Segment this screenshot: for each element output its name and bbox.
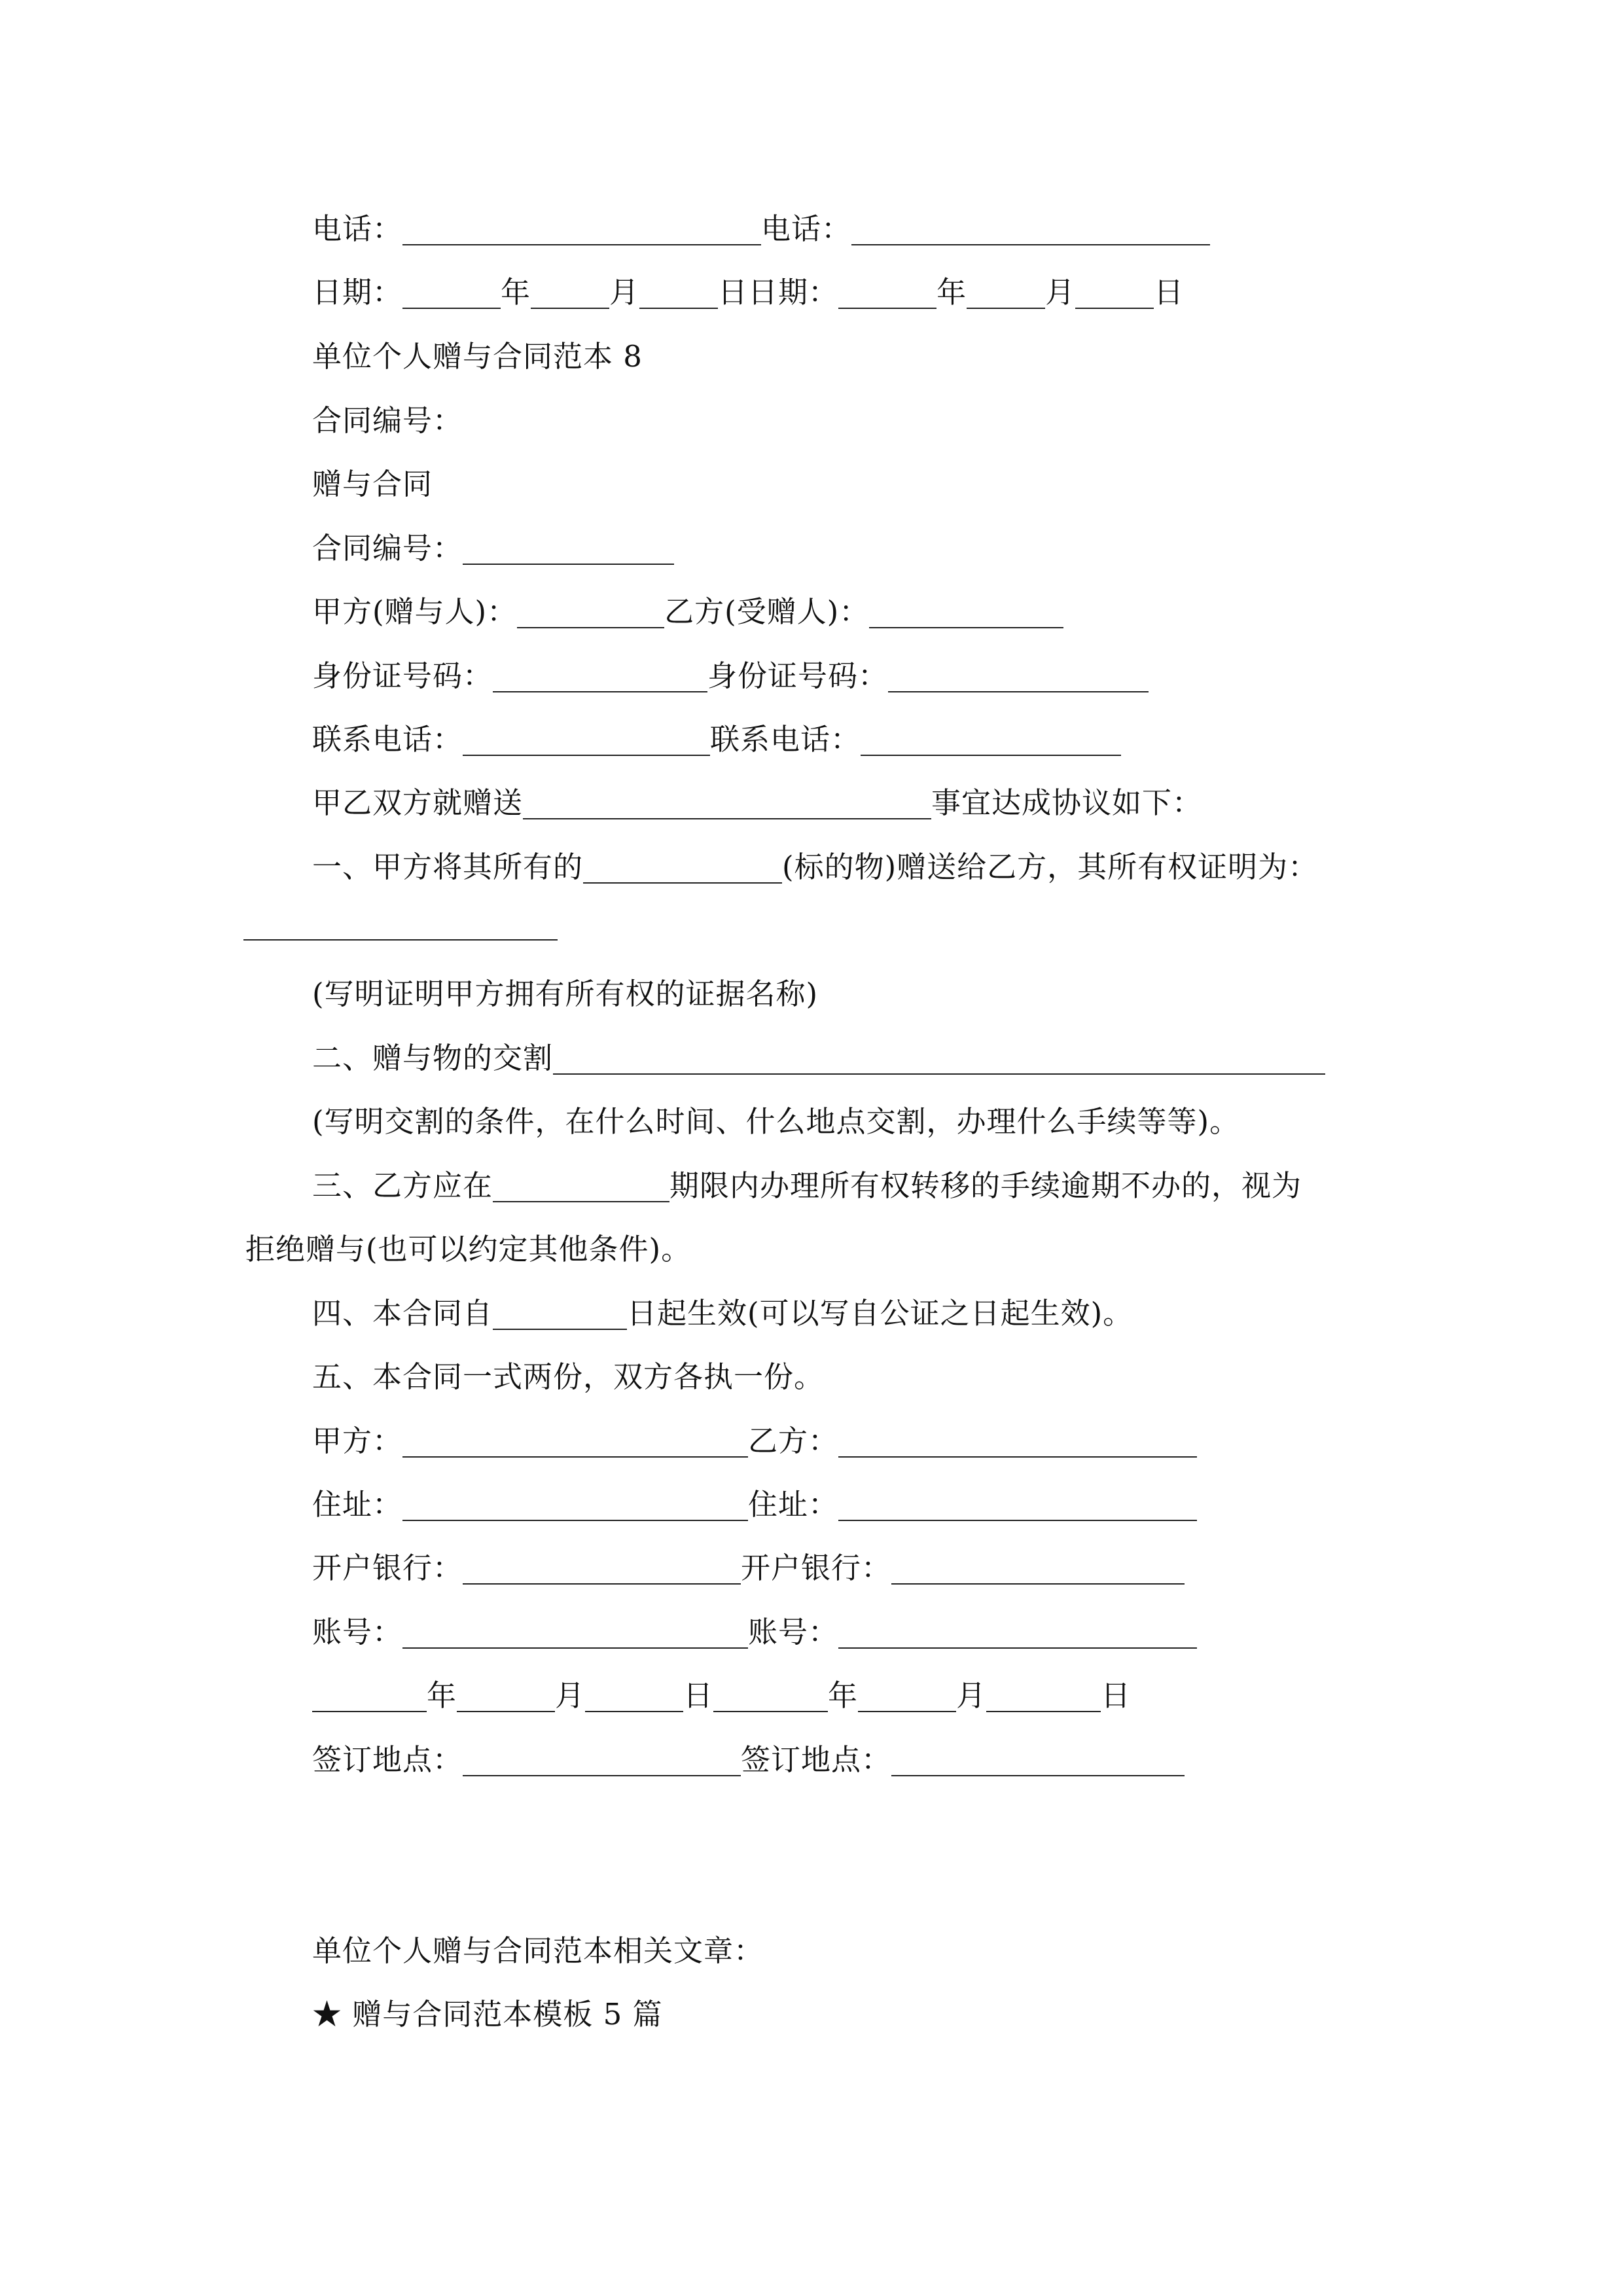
sign-account-line: 账号： 账号： bbox=[312, 1609, 1197, 1655]
sign-place-line: 签订地点： 签订地点： bbox=[312, 1737, 1185, 1783]
clause-2-note: (写明交割的条件，在什么时间、什么地点交割，办理什么手续等等)。 bbox=[312, 1104, 1240, 1139]
blank-field bbox=[967, 263, 1045, 309]
blank-field bbox=[402, 1475, 748, 1521]
blank-field bbox=[523, 774, 931, 819]
blank-field bbox=[402, 1412, 748, 1458]
related-article-link[interactable]: ★ 赠与合同范本模板 5 篇 bbox=[312, 1997, 663, 2032]
blank-field bbox=[861, 710, 1121, 756]
blank-field bbox=[402, 200, 761, 245]
sign-party-line: 甲方： 乙方： bbox=[312, 1418, 1197, 1464]
blank-field bbox=[851, 200, 1210, 245]
blank-field bbox=[838, 1603, 1197, 1649]
blank-field bbox=[402, 1603, 748, 1649]
related-articles-title: 单位个人赠与合同范本相关文章： bbox=[312, 1933, 764, 1968]
contact-phone-line: 联系电话： 联系电话： bbox=[312, 717, 1121, 762]
blank-field bbox=[583, 838, 782, 884]
id-number-line: 身份证号码： 身份证号码： bbox=[312, 653, 1149, 699]
blank-field bbox=[463, 1731, 741, 1776]
clause-1-note: (写明证明甲方拥有所有权的证据名称) bbox=[312, 977, 819, 1011]
contract-number-line: 合同编号： bbox=[312, 526, 674, 571]
sign-address-line: 住址： 住址： bbox=[312, 1482, 1197, 1528]
clause-3-continued: 拒绝赠与(也可以约定其他条件)。 bbox=[245, 1232, 692, 1266]
sign-date-line: 年 月 日 年 月 日 bbox=[312, 1673, 1131, 1719]
blank-field bbox=[838, 1412, 1197, 1458]
blank-field bbox=[891, 1539, 1185, 1585]
clause-3: 三、乙方应在 期限内办理所有权转移的手续逾期不办的，视为 bbox=[312, 1163, 1302, 1209]
contract-title: 赠与合同 bbox=[312, 467, 433, 501]
agreement-line: 甲乙双方就赠送 事宜达成协议如下： bbox=[312, 780, 1202, 826]
blank-field bbox=[858, 1666, 956, 1712]
blank-field bbox=[531, 263, 609, 309]
blank-field bbox=[986, 1666, 1101, 1712]
blank-field bbox=[639, 263, 718, 309]
sign-bank-line: 开户银行： 开户银行： bbox=[312, 1545, 1185, 1591]
blank-field bbox=[891, 1731, 1185, 1776]
blank-field bbox=[838, 263, 936, 309]
blank-field bbox=[463, 1539, 741, 1585]
ownership-proof-blank bbox=[243, 939, 558, 941]
contract-number-label: 合同编号： bbox=[312, 403, 463, 438]
blank-field bbox=[1075, 263, 1154, 309]
blank-field bbox=[713, 1666, 828, 1712]
blank-field bbox=[493, 1284, 627, 1330]
clause-1: 一、甲方将其所有的 (标的物)赠送给乙方，其所有权证明为： bbox=[312, 844, 1318, 890]
blank-field bbox=[463, 710, 710, 756]
blank-field bbox=[457, 1666, 555, 1712]
blank-field bbox=[312, 1666, 427, 1712]
blank-field bbox=[553, 1029, 1325, 1075]
section-title: 单位个人赠与合同范本 8 bbox=[312, 339, 643, 374]
clause-2: 二、赠与物的交割 bbox=[312, 1035, 1325, 1081]
party-line: 甲方(赠与人)： 乙方(受赠人)： bbox=[312, 589, 1063, 635]
phone-line: 电话： 电话： bbox=[312, 206, 1210, 252]
clause-4: 四、本合同自 日起生效(可以写自公证之日起生效)。 bbox=[312, 1291, 1133, 1336]
blank-field bbox=[493, 1157, 669, 1202]
clause-5: 五、本合同一式两份，双方各执一份。 bbox=[312, 1359, 825, 1394]
blank-field bbox=[402, 263, 501, 309]
blank-field bbox=[869, 583, 1063, 628]
blank-field bbox=[493, 647, 707, 692]
blank-field bbox=[463, 519, 674, 565]
blank-field bbox=[838, 1475, 1197, 1521]
blank-field bbox=[585, 1666, 683, 1712]
date-line: 日期： 年 月 日日期： 年 月 日 bbox=[312, 270, 1184, 315]
blank-field bbox=[888, 647, 1149, 692]
blank-field bbox=[517, 583, 664, 628]
